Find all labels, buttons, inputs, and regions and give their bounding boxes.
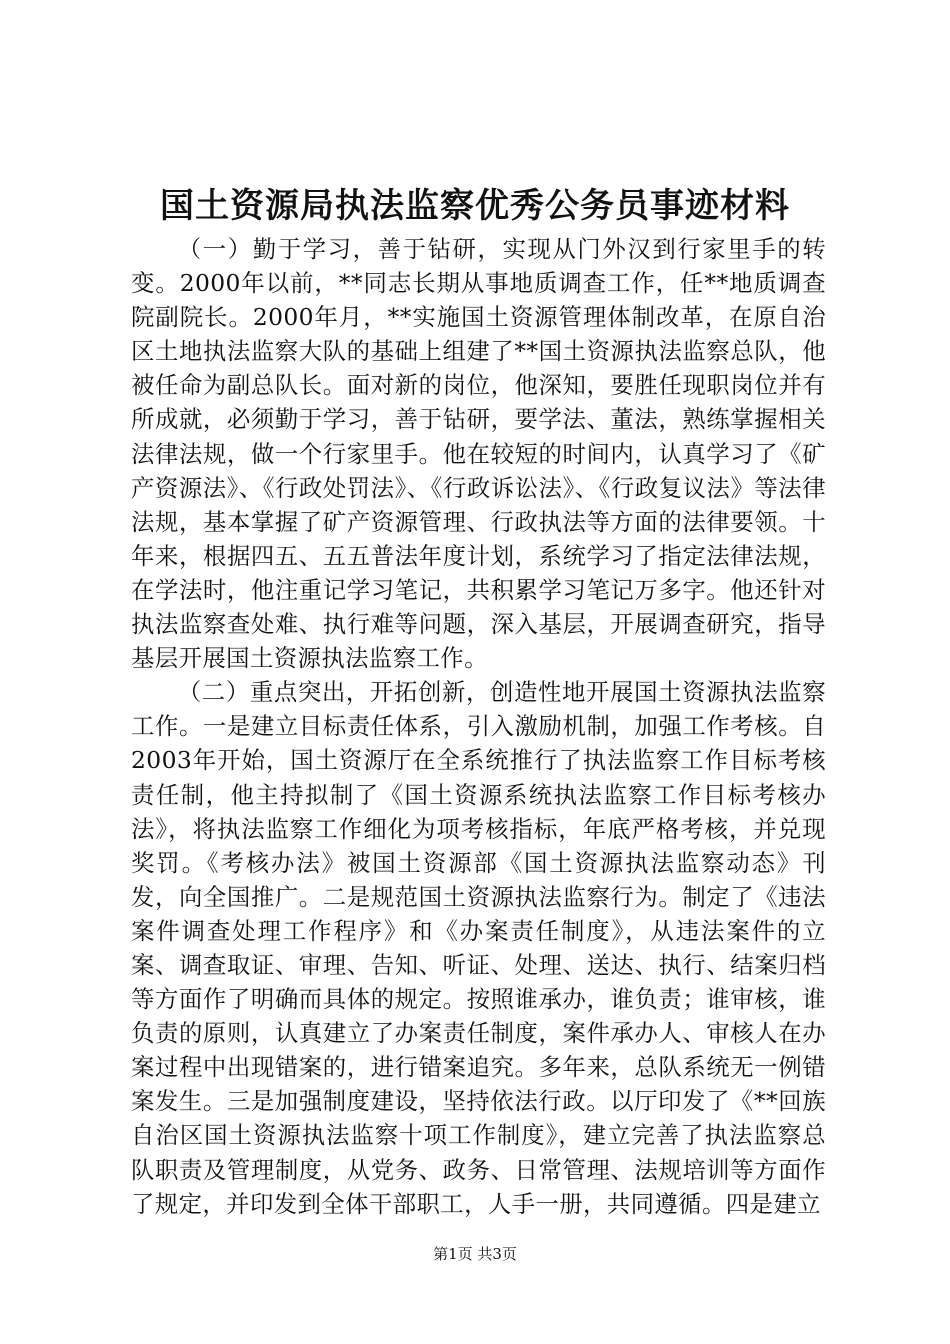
document-body: [131, 232, 826, 1221]
document-title: 国土资源局执法监察优秀公务员事迹材料: [160, 186, 790, 226]
paragraph-1: （一）勤于学习，善于钻研，实现从门外汉到行家里手的转变。2000年以前，**同志长期从事地质调查工作，任**地质调查院副院长。2000年月，**实施国土资源管理体制改革，在原自治区土地执法监察大队的基础上组建了**国土资源执法监察总队，他被任命为副总队长。面对新的岗位，他深知，要胜任现职岗位并有所成就，必须勤于学习，善于钻研，要学法、董法，熟练掌握相关法律法规，做一个行家里手。他在较短的时间内，认真学习了《矿产资源法》、《行政处罚法》、《行政诉讼法》、《行政复议法》等法律法规，基本掌握了矿产资源管理、行政执法等方面的法律要领。十年来，根据四五、五五普法年度计划，系统学习了指定法律法规，在学法时，他注重记学习笔记，共积累学习笔记万多字。他还针对执法监察查处难、执行难等问题，深入基层，开展调查研究，指导基层开展国土资源执法监察工作。: [131, 235, 826, 673]
paragraph-2: （二）重点突出，开拓创新，创造性地开展国土资源执法监察工作。一是建立目标责任体系，引入激励机制，加强工作考核。自2003年开始，国土资源厅在全系统推行了执法监察工作目标考核责任制，他主持拟制了《国土资源系统执法监察工作目标考核办法》，将执法监察工作细化为项考核指标，年底严格考核，并兑现奖罚。《考核办法》被国土资源部《国土资源执法监察动态》刊发，向全国推广。二是规范国土资源执法监察行为。制定了《违法案件调查处理工作程序》和《办案责任制度》，从违法案件的立案、调查取证、审理、告知、听证、处理、送达、执行、结案归档等方面作了明确而具体的规定。按照谁承办，谁负责；谁审核，谁负责的原则，认真建立了办案责任制度，案件承办人、审核人在办案过程中出现错案的，进行错案追究。多年来，总队系统无一例错案发生。三是加强制度建设，坚持依法行政。以厅印发了《**回族自治区国土资源执法监察十项工作制度》，建立完善了执法监察总队职责及管理制度，从党务、政务、日常管理、法规培训等方面作了规定，并印发到全体干部职工，人手一册，共同遵循。四是建立: [131, 678, 826, 1218]
page-number-footer: 第1页 共3页: [433, 1245, 517, 1263]
